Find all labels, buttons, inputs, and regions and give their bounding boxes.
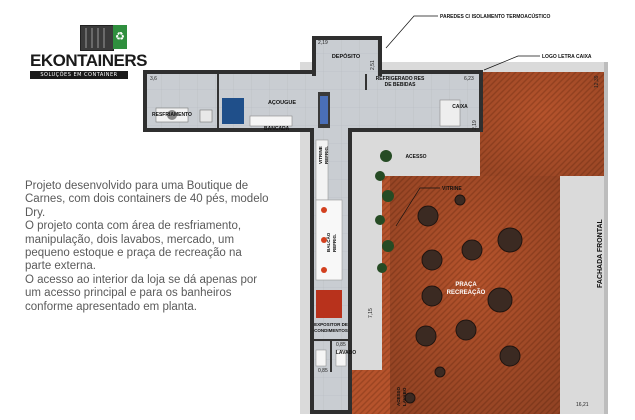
label-resfriamento: RESFRIAMENTO xyxy=(152,112,192,118)
label-acesso: ACESSO xyxy=(405,154,427,160)
container-top xyxy=(143,70,483,132)
recycle-icon: ♻ xyxy=(113,25,127,49)
description-paragraph: O projeto conta com área de resfriamento, manipulação, dois lavabos, mercado, um pequeno estoque e praça de recreação na parte externa. xyxy=(25,220,242,273)
dimension-label: 2,19 xyxy=(318,40,328,46)
description-paragraph: O acesso ao interior da loja se dá apenas por um acesso principal e para os banheiros conforme apresentado em planta. xyxy=(25,273,258,313)
label-praca: PRAÇA xyxy=(455,282,477,288)
label-lavabo: LAVABO xyxy=(335,350,357,356)
label-expositor: CONDIMENTOS xyxy=(314,328,348,333)
dimension-label: 0,85 xyxy=(336,342,346,348)
label-bancada: BANCADA xyxy=(264,126,290,132)
label-vitrine-refrig: VITRINE xyxy=(318,146,323,164)
label-praca: RECREAÇÃO xyxy=(446,290,486,296)
label-deposito: DEPÓSITO xyxy=(331,54,361,60)
label-acesso-lavabo: LAVABO xyxy=(402,387,407,406)
label-acougue: AÇOUGUE xyxy=(267,100,297,106)
label-vitrine-refrig: REFRIG. xyxy=(324,145,329,164)
dimension-label: 16,21 xyxy=(576,402,589,408)
logo-name: EKONTAINERS xyxy=(30,51,147,70)
condiments-shelf xyxy=(316,290,342,318)
label-balcao: REFRIG. xyxy=(332,233,337,252)
label-fachada: FACHADA FRONTAL xyxy=(597,219,604,288)
dimension-label: 6,23 xyxy=(464,76,474,82)
logo-tagline: SOLUÇÕES EM CONTAINER xyxy=(30,71,128,79)
dimension-label: 3,6 xyxy=(150,76,157,82)
label-caixa: CAIXA xyxy=(452,104,468,110)
vitrine-callout: VITRINE xyxy=(442,186,462,192)
label-acesso-lavabo: ACESSO xyxy=(396,386,401,406)
dimension-label: 2,51 xyxy=(370,60,376,70)
description-paragraph: Projeto desenvolvido para uma Boutique de Carnes, com dois containers de 40 pés, modelo Dry. xyxy=(25,180,269,219)
dimension-label: 0,85 xyxy=(318,368,328,374)
site-edge xyxy=(604,62,608,414)
cold-room xyxy=(222,98,244,124)
label-expositor: EXPOSITOR DE xyxy=(314,322,348,327)
bancada-counter xyxy=(250,116,292,126)
dimension-label: 7,15 xyxy=(368,308,374,318)
label-refrigeradores: REFRIGERADO RES xyxy=(375,76,425,82)
label-balcao: BALCÃO xyxy=(326,232,331,252)
logo-callout: LOGO LETRA CAIXA xyxy=(542,54,592,60)
label-refrigeradores: DE BEBIDAS xyxy=(384,82,416,88)
dimension-label: 12,39 xyxy=(594,75,600,88)
dimension-label: 2,19 xyxy=(472,120,478,130)
walls-callout: PAREDES C/ ISOLAMENTO TERMOACÚSTICO xyxy=(440,14,551,20)
